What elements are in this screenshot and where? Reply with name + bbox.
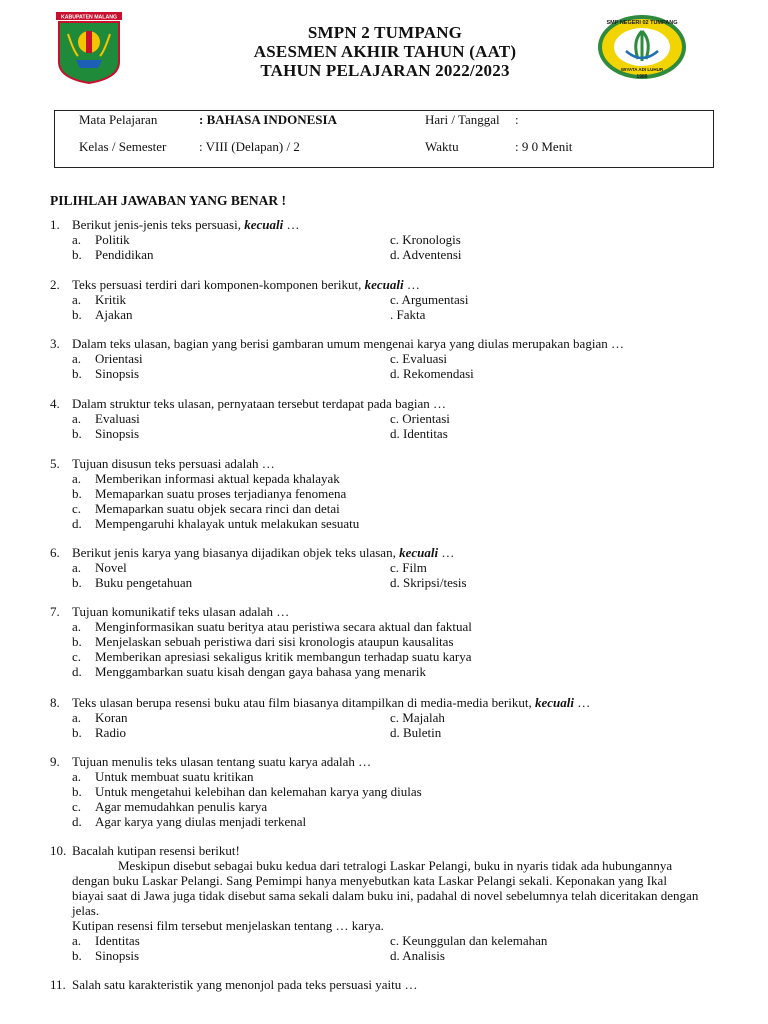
- question-stem: Salah satu karakteristik yang menonjol pada teks persuasi yaitu …: [72, 977, 418, 992]
- option-b: Menjelaskan sebuah peristiwa dari sisi kronologis ataupun kausalitas: [95, 634, 454, 649]
- logo-left-text: KABUPATEN MALANG: [61, 14, 117, 21]
- option-d: d. Buletin: [390, 725, 442, 740]
- option-c: c. Film: [390, 560, 427, 575]
- school-titles: [190, 23, 580, 80]
- option-b: Sinopsis: [95, 426, 140, 441]
- question-stem: Teks ulasan berupa resensi buku atau film biasanya ditampilkan di media-media berikut, kecuali …: [72, 695, 591, 710]
- option-b: Radio: [95, 725, 127, 740]
- option-a: Identitas: [95, 933, 140, 948]
- question-3: 3. Dalam teks ulasan, bagian yang berisi gambaran umum mengenai karya yang diulas merupakan bagian … a. Orientasi c. Evaluasi b. Sinopsis d. Rekomendasi: [50, 336, 624, 381]
- class-value: : VIII (Delapan) / 2: [199, 139, 300, 154]
- option-d: d. Rekomendasi: [390, 366, 474, 381]
- question-stem: Berikut jenis karya yang biasanya dijadikan objek teks ulasan, kecuali …: [72, 545, 455, 560]
- option-a: Politik: [95, 232, 130, 247]
- question-stem: Dalam struktur teks ulasan, pernyataan tersebut terdapat pada bagian …: [72, 396, 446, 411]
- option-c: Memberikan apresiasi sekaligus kritik membangun terhadap suatu karya: [95, 649, 472, 664]
- question-number: 1.: [50, 217, 60, 232]
- question-stem: Tujuan menulis teks ulasan tentang suatu karya adalah …: [72, 754, 372, 769]
- question-stem: Tujuan disusun teks persuasi adalah …: [72, 456, 275, 471]
- question-stem: Berikut jenis-jenis teks persuasi, kecuali …: [72, 217, 300, 232]
- day-label: Hari / Tanggal: [425, 112, 500, 127]
- exam-header: [0, 0, 768, 100]
- option-d: d. Analisis: [390, 948, 445, 963]
- option-a: Memberikan informasi aktual kepada khalayak: [95, 471, 340, 486]
- option-c: c. Evaluasi: [390, 351, 448, 366]
- option-c: Memaparkan suatu objek secara rinci dan detai: [95, 501, 340, 516]
- option-c: Agar memudahkan penulis karya: [95, 799, 268, 814]
- question-8: 8. Teks ulasan berupa resensi buku atau film biasanya ditampilkan di media-media berikut, kecuali … a. Koran c. Majalah b. Radio d. Buletin: [50, 695, 591, 740]
- instruction: PILIHLAH JAWABAN YANG BENAR !: [50, 193, 287, 208]
- option-a: Novel: [95, 560, 127, 575]
- option-b: Untuk mengetahui kelebihan dan kelemahan karya yang diulas: [95, 784, 422, 799]
- question-9: 9. Tujuan menulis teks ulasan tentang suatu karya adalah … a. Untuk membuat suatu kritikan b. Untuk mengetahui kelebihan dan kelemahan karya yang diulas c. Agar memudahkan penulis karya d. Agar karya yang diulas menjadi terkenal: [50, 754, 422, 829]
- question-4: 4. Dalam struktur teks ulasan, pernyataan tersebut terdapat pada bagian … a. Evaluasi c. Orientasi b. Sinopsis d. Identitas: [50, 396, 450, 441]
- resensi-quote: Meskipun disebut sebagai buku kedua dari tetralogi Laskar Pelangi, buku in nyaris tidak ada hubungannya dengan buku Laskar Pelangi. Sang Pemimpi hanya menyebutkan kata Laskar Pelangi sekali. Keponakan yang Ikal biayai saat di Jawa juga tidak disebut sama sekali dalam buku ini, padahal di novel sebelumnya telah diceritakan dengan jelas. Kutipan resensi film tersebut menjelaskan tentang … karya.: [72, 858, 699, 933]
- exam-info-box: [54, 110, 714, 168]
- option-a: Untuk membuat suatu kritikan: [95, 769, 254, 784]
- question-stem: Tujuan komunikatif teks ulasan adalah …: [72, 604, 290, 619]
- question-1: 1. Berikut jenis-jenis teks persuasi, kecuali … a. Politik c. Kronologis b. Pendidikan d. Adventensi: [50, 217, 462, 262]
- day-value: :: [515, 112, 519, 127]
- option-d: . Fakta: [390, 307, 426, 322]
- school-year: TAHUN PELAJARAN 2022/2023: [260, 61, 510, 80]
- option-a: Orientasi: [95, 351, 143, 366]
- class-label: Kelas / Semester: [79, 139, 167, 154]
- option-a: Koran: [95, 710, 128, 725]
- question-2: 2. Teks persuasi terdiri dari komponen-komponen berikut, kecuali … a. Kritik c. Argumentasi b. Ajakan . Fakta: [50, 277, 469, 322]
- option-a: Kritik: [95, 292, 127, 307]
- subject-label: Mata Pelajaran: [79, 112, 158, 127]
- option-b: Ajakan: [95, 307, 133, 322]
- option-c: c. Majalah: [390, 710, 445, 725]
- option-a: Evaluasi: [95, 411, 140, 426]
- option-c: c. Keunggulan dan kelemahan: [390, 933, 548, 948]
- option-d: Menggambarkan suatu kisah dengan gaya bahasa yang menarik: [95, 664, 427, 679]
- option-d: d. Skripsi/tesis: [390, 575, 467, 590]
- smpn2-tumpang-logo-icon: [596, 13, 688, 81]
- option-d: d. Adventensi: [390, 247, 462, 262]
- option-b: Sinopsis: [95, 366, 140, 381]
- option-a: Menginformasikan suatu beritya atau peristiwa secara aktual dan faktual: [95, 619, 472, 634]
- option-b: Pendidikan: [95, 247, 154, 262]
- question-stem: Teks persuasi terdiri dari komponen-komponen berikut, kecuali …: [72, 277, 420, 292]
- option-c: c. Orientasi: [390, 411, 450, 426]
- logo-right-year: 1986: [636, 74, 648, 80]
- question-stem: Bacalah kutipan resensi berikut!: [72, 843, 240, 858]
- option-d: d. Identitas: [390, 426, 448, 441]
- question-7: 7. Tujuan komunikatif teks ulasan adalah … a. Menginformasikan suatu beritya atau peristiwa secara aktual dan faktual b. Menjelaskan sebuah peristiwa dari sisi kronologis ataupun kausalitas c. Memberikan apresiasi sekaligus kritik membangun terhadap suatu karya d. Menggambarkan suatu kisah dengan gaya bahasa yang menarik: [50, 604, 472, 679]
- kabupaten-malang-logo-icon: [56, 12, 122, 84]
- logo-right-text: SMP NEGERI 02 TUMPANG: [606, 20, 678, 26]
- school-name: SMPN 2 TUMPANG: [307, 23, 463, 42]
- option-b: Sinopsis: [95, 948, 140, 963]
- question-6: 6. Berikut jenis karya yang biasanya dijadikan objek teks ulasan, kecuali … a. Novel c. Film b. Buku pengetahuan d. Skripsi/tesis: [50, 545, 467, 590]
- question-11: 11. Salah satu karakteristik yang menonjol pada teks persuasi yaitu …: [50, 977, 418, 992]
- logo-right-motto: WIYATA ADI LUHUR: [620, 67, 664, 72]
- option-d: Mempengaruhi khalayak untuk melakukan sesuatu: [95, 516, 360, 531]
- question-10: 10. Bacalah kutipan resensi berikut! Meskipun disebut sebagai buku kedua dari tetralogi Laskar Pelangi, buku in nyaris tidak ada hubungannya dengan buku Laskar Pelangi. Sang Pemimpi hanya menyebutkan kata Laskar Pelangi sekali. Keponakan yang Ikal biayai saat di Jawa juga tidak disebut sama sekali dalam buku ini, padahal di novel sebelumnya telah diceritakan dengan jelas. Kutipan resensi film tersebut menjelaskan tentang … karya. a. Identitas c. Keunggulan dan kelemahan b. Sinopsis d. Analisis: [50, 843, 750, 963]
- option-c: c. Argumentasi: [390, 292, 469, 307]
- subject-value: : BAHASA INDONESIA: [199, 112, 337, 127]
- option-b: Buku pengetahuan: [95, 575, 193, 590]
- exam-name: ASESMEN AKHIR TAHUN (AAT): [253, 42, 517, 61]
- option-b: Memaparkan suatu proses terjadianya fenomena: [95, 486, 347, 501]
- question-5: 5. Tujuan disusun teks persuasi adalah … a. Memberikan informasi aktual kepada khalayak b. Memaparkan suatu proses terjadianya fenomena c. Memaparkan suatu objek secara rinci dan detai d. Mempengaruhi khalayak untuk melakukan sesuatu: [50, 456, 360, 531]
- option-c: c. Kronologis: [390, 232, 461, 247]
- option-d: Agar karya yang diulas menjadi terkenal: [95, 814, 307, 829]
- question-stem: Dalam teks ulasan, bagian yang berisi gambaran umum mengenai karya yang diulas merupakan bagian …: [72, 336, 624, 351]
- time-value: : 9 0 Menit: [515, 139, 573, 154]
- time-label: Waktu: [425, 139, 459, 154]
